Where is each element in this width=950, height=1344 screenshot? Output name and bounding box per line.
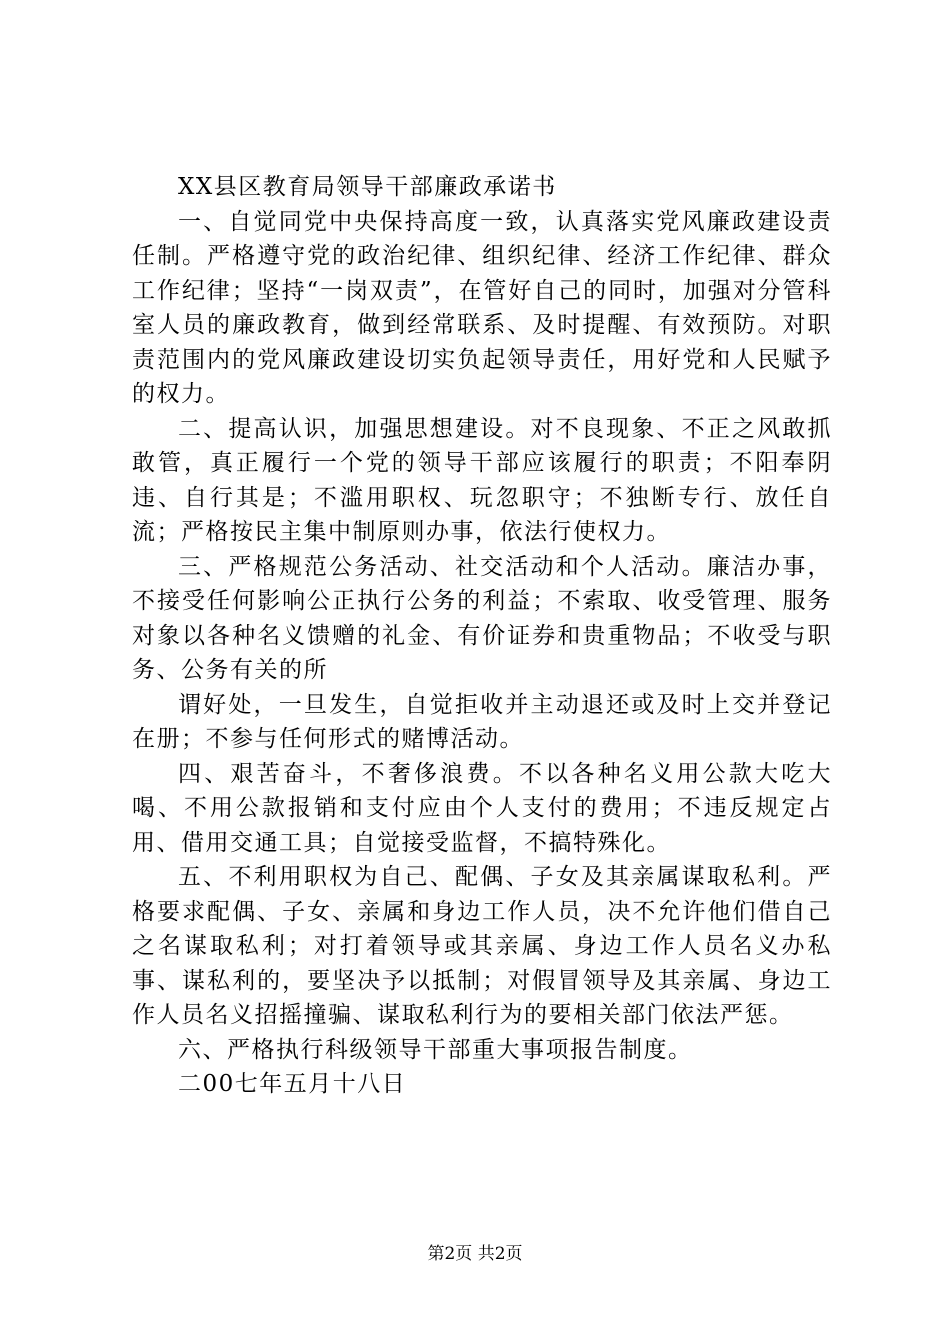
paragraph-4: 四、艰苦奋斗，不奢侈浪费。不以各种名义用公款大吃大喝、不用公款报销和支付应由个人支付的费用；不违反规定占用、借用交通工具；自觉接受监督，不搞特殊化。 [132,760,832,856]
paragraph-1: 一、自觉同党中央保持高度一致，认真落实党风廉政建设责任制。严格遵守党的政治纪律、组织纪律、经济工作纪律、群众工作纪律；坚持“一岗双责”，在管好自己的同时，加强对分管科室人员的廉政教育，做到经常联系、及时提醒、有效预防。对职责范围内的党风廉政建设切实负起领导责任，用好党和人民赋予的权力。 [132,208,832,407]
paragraph-2: 二、提高认识，加强思想建设。对不良现象、不正之风敢抓敢管，真正履行一个党的领导干部应该履行的职责；不阳奉阴违、自行其是；不滥用职权、玩忽职守；不独断专行、放任自流；严格按民主集中制原则办事，依法行使权力。 [132,415,832,545]
document-date: 二00七年五月十八日 [178,1071,407,1097]
paragraph-3: 三、严格规范公务活动、社交活动和个人活动。廉洁办事，不接受任何影响公正执行公务的利益；不索取、收受管理、服务对象以各种名义馈赠的礼金、有价证券和贵重物品；不收受与职务、公务有关的所 [132,553,832,683]
document-body [132,170,832,1102]
paragraph-3-continued: 谓好处，一旦发生，自觉拒收并主动退还或及时上交并登记在册；不参与任何形式的赌博活动。 [132,691,832,752]
paragraph-5: 五、不利用职权为自己、配偶、子女及其亲属谋取私利。严格要求配偶、子女、亲属和身边工作人员，决不允许他们借自己之名谋取私利；对打着领导或其亲属、身边工作人员名义办私事、谋私利的，要坚决予以抵制；对假冒领导及其亲属、身边工作人员名义招摇撞骗、谋取私利行为的要相关部门依法严惩。 [132,864,832,1028]
page-footer: 第2页 共2页 [427,1244,523,1264]
document-title: XX县区教育局领导干部廉政承诺书 [178,174,557,200]
paragraph-6: 六、严格执行科级领导干部重大事项报告制度。 [178,1036,693,1063]
